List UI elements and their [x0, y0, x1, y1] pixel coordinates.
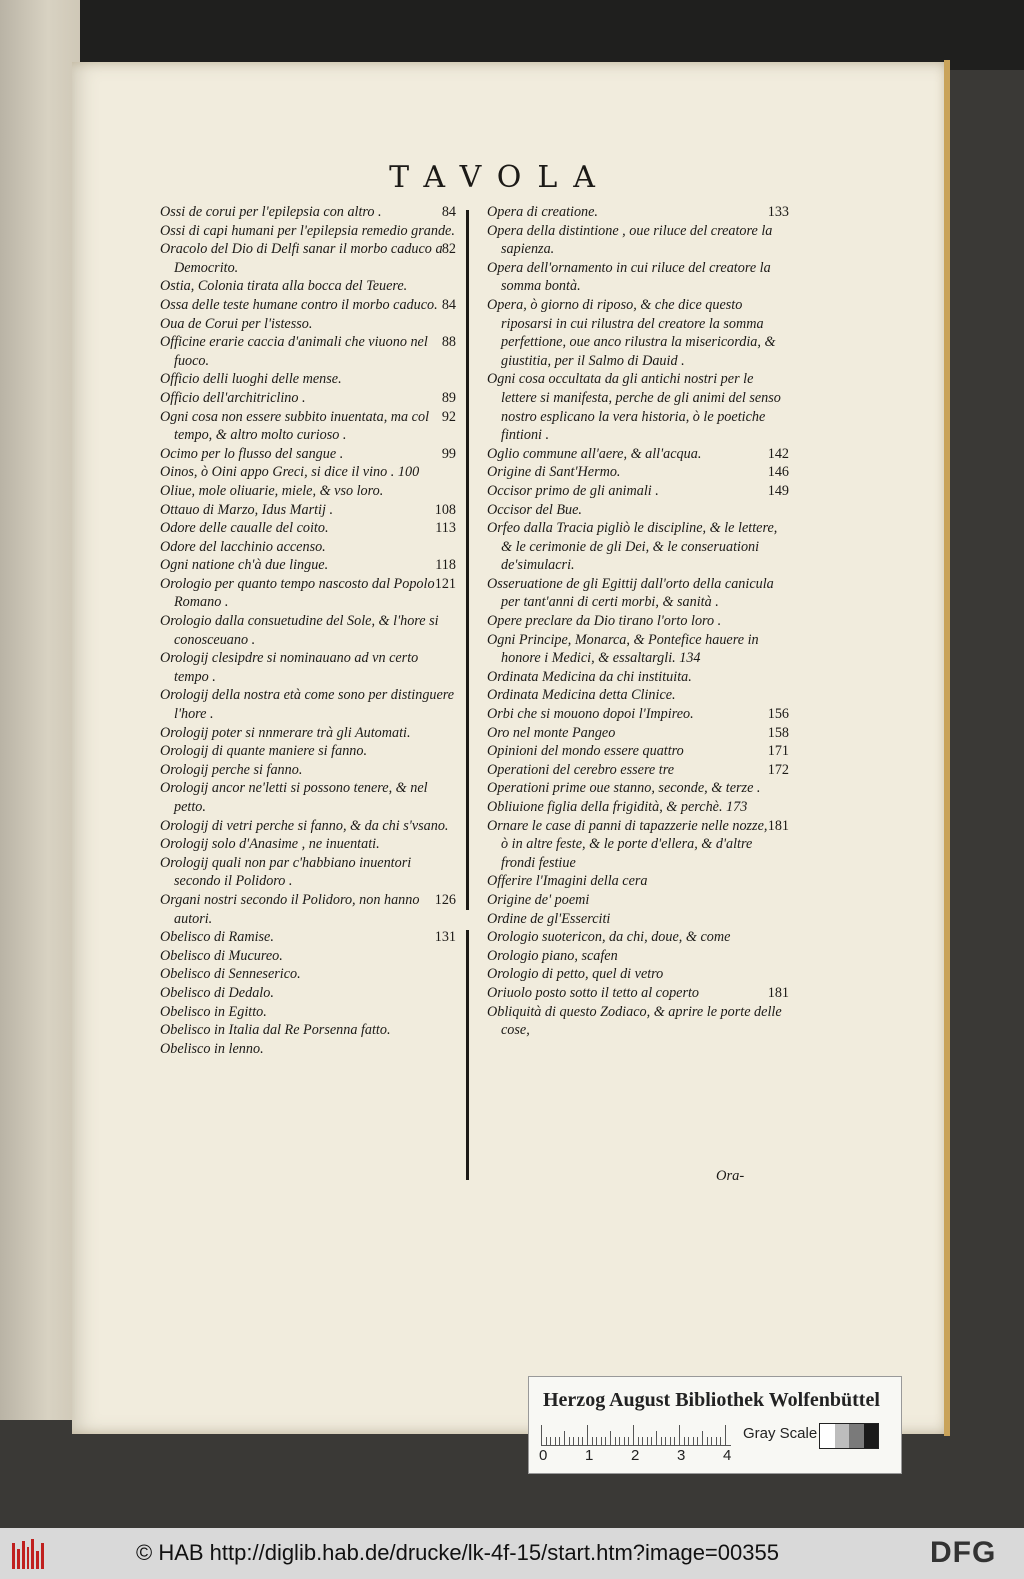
entry-text: Ordinata Medicina detta Clinice. [487, 687, 676, 704]
ruler-tick [661, 1437, 662, 1445]
index-entry [160, 333, 456, 370]
ruler-tick [716, 1437, 717, 1445]
index-entry [487, 203, 789, 222]
index-entry [487, 742, 789, 761]
entry-page-number: 131 [434, 929, 456, 946]
library-name: Herzog August Bibliothek Wolfenbüttel [543, 1389, 880, 1411]
column-rule-upper [466, 210, 469, 910]
entry-text: Ogni cosa non essere subbito inuentata, ma col tempo, & altro molto curioso . [160, 408, 430, 444]
gray-scale-label: Gray Scale [743, 1425, 818, 1442]
index-entry [487, 575, 789, 612]
entry-text: Oglio commune all'aere, & all'acqua. [487, 445, 702, 462]
ruler-tick [601, 1437, 602, 1445]
index-entry [160, 501, 456, 520]
index-entry [160, 445, 456, 464]
index-entry [160, 965, 456, 984]
entry-text: Oriuolo posto sotto il tetto al coperto [487, 984, 700, 1001]
gray-swatch [849, 1424, 864, 1448]
index-entry [487, 222, 789, 259]
ruler-number: 3 [677, 1447, 686, 1464]
ruler-tick [619, 1437, 620, 1445]
index-entry [160, 408, 456, 445]
index-entry [160, 315, 456, 334]
ruler-tick [679, 1425, 680, 1445]
entry-page-number: 171 [767, 743, 789, 760]
entry-text: Orologij ancor ne'letti si possono tenere, & nel petto. [160, 780, 428, 815]
index-column-left [160, 203, 456, 1058]
ruler-tick [707, 1437, 708, 1445]
index-entry [160, 222, 456, 241]
ruler-tick [702, 1431, 703, 1445]
catchword: Ora- [716, 1168, 745, 1184]
ruler-tick [610, 1431, 611, 1445]
ruler-tick [670, 1437, 671, 1445]
index-entry [160, 891, 456, 928]
entry-text: Obelisco di Ramise. [160, 929, 274, 946]
index-entry [487, 761, 789, 780]
ruler-tick [638, 1437, 639, 1445]
index-entry [487, 984, 789, 1003]
ruler-tick [628, 1437, 629, 1445]
entry-page-number: 172 [767, 761, 789, 778]
library-color-chart [528, 1376, 902, 1474]
index-entry [160, 724, 456, 743]
index-entry [487, 928, 789, 947]
entry-text: Orbi che si mouono dopoi l'Impireo. [487, 706, 694, 723]
entry-text: Orologio dalla consuetudine del Sole, & l'hore si conosceuano . [160, 613, 439, 648]
scanner-background [0, 0, 1024, 70]
entry-text: Orologio suotericon, da chi, doue, & come [487, 929, 731, 946]
index-entry [160, 556, 456, 575]
entry-text: Orologij clesipdre si nominauano ad vn certo tempo . [160, 650, 419, 685]
entry-page-number: 113 [435, 520, 456, 537]
ruler-tick [546, 1437, 547, 1445]
entry-text: Ordinata Medicina da chi instituita. [487, 668, 692, 685]
entry-text: Orfeo dalla Tracia pigliò le discipline, & le lettere, & le cerimonie de gli Dei, & le conseruationi de'simulacri. [487, 520, 778, 574]
ruler-tick [720, 1437, 721, 1445]
index-entry [160, 817, 456, 836]
entry-text: Oracolo del Dio di Delfi sanar il morbo caduco a Democrito. [160, 241, 443, 276]
index-entry [487, 947, 789, 966]
gray-scale-bar [819, 1423, 879, 1449]
ruler-tick [656, 1431, 657, 1445]
entry-text: Ornare le case di panni di tapazzerie nelle nozze, ò in altre feste, & le porte d'ellera, & d'altre frondi festiue [487, 817, 768, 871]
entry-text: Opera di creatione. [487, 204, 598, 220]
entry-text: Operationi del cerebro essere tre [487, 761, 675, 778]
entry-text: Opera, ò giorno di riposo, & che dice questo riposarsi in cui rilustra del creatore la somma perfettione, oue anco rilustra la misericordia, & giustitia, per il Salmo di Dauid . [487, 296, 776, 369]
entry-text: Opinioni del mondo essere quattro [487, 743, 684, 760]
entry-text: Orologij perche si fanno. [160, 761, 303, 778]
entry-text: Ostia, Colonia tirata alla bocca del Teuere. [160, 278, 408, 295]
ruler-tick [541, 1425, 542, 1445]
index-entry [160, 370, 456, 389]
entry-text: Osseruatione de gli Egittij dall'orto della canicula per tant'anni di certi morbi, & sanità . [487, 575, 774, 611]
entry-page-number: 84 [441, 204, 456, 220]
index-entry [160, 296, 456, 315]
entry-text: Orologij quali non par c'habbiano inuentori secondo il Polidoro . [160, 854, 412, 890]
index-entry [487, 296, 789, 370]
index-entry [160, 947, 456, 966]
entry-text: Orologij della nostra età come sono per distinguere l'hore . [160, 687, 455, 723]
entry-text: Obliuione figlia della frigidità, & perchè. 173 [487, 799, 748, 815]
column-rule-lower [466, 930, 469, 1180]
index-entry [487, 482, 789, 501]
entry-page-number: 142 [767, 445, 789, 462]
entry-page-number: 118 [435, 557, 456, 574]
previous-page-edge [0, 0, 80, 1420]
entry-text: Obelisco in Egitto. [160, 1003, 267, 1020]
entry-text: Odore delle caualle del coito. [160, 520, 329, 537]
entry-text: Ogni Principe, Monarca, & Pontefice hauere in honore i Medici, & essaltargli. 134 [487, 631, 759, 667]
entry-text: Opera della distintione , oue riluce del creatore la sapienza. [487, 222, 773, 258]
index-entry [160, 1003, 456, 1022]
ruler-tick [573, 1437, 574, 1445]
entry-page-number: 99 [441, 445, 456, 462]
index-entry [160, 984, 456, 1003]
ruler-tick [651, 1437, 652, 1445]
entry-page-number: 149 [767, 482, 789, 499]
hab-logo-icon [12, 1539, 44, 1569]
ruler-tick [559, 1437, 560, 1445]
ruler-tick [693, 1437, 694, 1445]
entry-text: Occisor primo de gli animali . [487, 482, 659, 499]
entry-page-number: 158 [767, 724, 789, 741]
entry-page-number: 84 [441, 296, 456, 313]
gray-swatch [820, 1424, 835, 1448]
index-entry [160, 1021, 456, 1040]
ruler-tick [725, 1425, 726, 1445]
entry-page-number: 181 [767, 984, 789, 1001]
index-entry [487, 724, 789, 743]
index-entry [487, 798, 789, 817]
index-entry [487, 370, 789, 444]
index-entry [160, 761, 456, 780]
entry-text: Officine erarie caccia d'animali che viuono nel fuoco. [160, 334, 428, 369]
ruler-tick [555, 1437, 556, 1445]
ruler-tick [569, 1437, 570, 1445]
entry-text: Orologij di vetri perche si fanno, & da chi s'vsano. [160, 817, 449, 834]
ruler-tick [578, 1437, 579, 1445]
entry-text: Orologij poter si nnmerare trà gli Automati. [160, 724, 411, 741]
ruler-number: 2 [631, 1447, 640, 1464]
entry-text: Ossa delle teste humane contro il morbo caduco. [160, 296, 438, 313]
ruler-tick [615, 1437, 616, 1445]
index-entry [160, 519, 456, 538]
footer-bar [0, 1528, 1024, 1579]
entry-text: Orologio piano, scafen [487, 947, 618, 964]
index-entry [487, 668, 789, 687]
entry-page-number: 146 [767, 464, 789, 481]
index-entry [160, 389, 456, 408]
entry-text: Origine di Sant'Hermo. [487, 464, 621, 481]
ruler-tick [665, 1437, 666, 1445]
entry-page-number: 92 [441, 408, 456, 425]
index-entry [160, 463, 456, 482]
ruler-tick [582, 1437, 583, 1445]
entry-page-number: 156 [767, 706, 789, 723]
scale-ruler [541, 1419, 731, 1446]
index-entry [160, 612, 456, 649]
index-entry [160, 575, 456, 612]
index-entry [160, 742, 456, 761]
index-entry [487, 612, 789, 631]
index-entry [487, 1003, 789, 1040]
ruler-tick [624, 1437, 625, 1445]
entry-page-number: 126 [434, 891, 456, 908]
entry-text: Orologij solo d'Anasime , ne inuentati. [160, 836, 380, 853]
ruler-number: 0 [539, 1447, 548, 1464]
entry-text: Odore del lacchinio accenso. [160, 538, 326, 555]
entry-text: Orologij di quante maniere si fanno. [160, 743, 368, 760]
ruler-tick [711, 1437, 712, 1445]
index-entry [487, 259, 789, 296]
index-entry [160, 538, 456, 557]
index-entry [487, 872, 789, 891]
index-entry [487, 519, 789, 575]
ruler-tick [633, 1425, 634, 1445]
index-entry [160, 1040, 456, 1059]
entry-text: Ossi de corui per l'epilepsia con altro . [160, 204, 382, 220]
ruler-tick [697, 1437, 698, 1445]
index-entry [487, 965, 789, 984]
entry-page-number: 121 [434, 575, 456, 592]
index-entry [487, 910, 789, 929]
footer-copyright-link[interactable]: © HAB http://diglib.hab.de/drucke/lk-4f-15/start.htm?image=00355 [136, 1540, 779, 1565]
index-entry [487, 779, 789, 798]
entry-text: Opera dell'ornamento in cui riluce del creatore la somma bontà. [487, 259, 771, 295]
entry-text: Obelisco in lenno. [160, 1040, 264, 1057]
ruler-tick [564, 1431, 565, 1445]
index-entry [487, 891, 789, 910]
page-edge [944, 60, 950, 1436]
entry-text: Organi nostri secondo il Polidoro, non hanno autori. [160, 891, 420, 927]
entry-text: Obliquità di questo Zodiaco, & aprire le porte delle cose, [487, 1003, 782, 1039]
index-entry [487, 817, 789, 873]
entry-text: Oinos, ò Oini appo Greci, si dice il vino . 100 [160, 464, 420, 481]
index-entry [487, 686, 789, 705]
ruler-tick [592, 1437, 593, 1445]
index-entry [487, 445, 789, 464]
ruler-tick [550, 1437, 551, 1445]
entry-text: Orologio per quanto tempo nascosto dal Popolo Romano . [160, 575, 435, 611]
entry-text: Oro nel monte Pangeo [487, 724, 616, 741]
entry-text: Obelisco di Mucureo. [160, 947, 283, 964]
index-entry [160, 649, 456, 686]
index-entry [160, 203, 456, 222]
entry-page-number: 181 [767, 817, 789, 834]
entry-text: Officio delli luoghi delle mense. [160, 371, 342, 388]
ruler-tick [674, 1437, 675, 1445]
index-entry [160, 686, 456, 723]
entry-text: Oua de Corui per l'istesso. [160, 315, 313, 332]
gray-swatch [835, 1424, 850, 1448]
index-entry [487, 501, 789, 520]
entry-text: Oliue, mole oliuarie, miele, & vso loro. [160, 482, 384, 499]
index-entry [160, 835, 456, 854]
entry-text: Orologio di petto, quel di vetro [487, 966, 664, 983]
dfg-logo: DFG [930, 1536, 997, 1569]
entry-text: Offerire l'Imagini della cera [487, 873, 648, 890]
index-entry [160, 854, 456, 891]
index-entry [160, 482, 456, 501]
entry-text: Officio dell'architriclino . [160, 389, 306, 406]
ruler-tick [605, 1437, 606, 1445]
entry-text: Operationi prime oue stanno, seconde, & terze . [487, 780, 761, 797]
ruler-number: 4 [723, 1447, 732, 1464]
entry-text: Ottauo di Marzo, Idus Martij . [160, 501, 334, 518]
gray-swatch [864, 1424, 879, 1448]
entry-page-number: 133 [767, 204, 789, 220]
ruler-tick [587, 1425, 588, 1445]
ruler-tick [647, 1437, 648, 1445]
entry-text: Ossi di capi humani per l'epilepsia remedio grande. [160, 222, 455, 239]
entry-text: Ogni natione ch'à due lingue. [160, 557, 329, 574]
index-entry [487, 463, 789, 482]
ruler-number: 1 [585, 1447, 594, 1464]
index-entry [160, 277, 456, 296]
entry-text: Ocimo per lo flusso del sangue . [160, 445, 344, 462]
entry-page-number: 108 [434, 501, 456, 518]
index-column-right [487, 203, 789, 1040]
entry-text: Origine de' poemi [487, 891, 590, 908]
index-entry [160, 779, 456, 816]
index-entry [487, 705, 789, 724]
index-entry [487, 631, 789, 668]
entry-text: Opere preclare da Dio tirano l'orto loro . [487, 613, 722, 630]
entry-page-number: 82 [441, 241, 456, 258]
ruler-tick [642, 1437, 643, 1445]
page-title: TAVOLA [389, 160, 611, 195]
index-entry [160, 240, 456, 277]
entry-text: Obelisco in Italia dal Re Porsenna fatto. [160, 1022, 391, 1039]
entry-text: Ordine de gl'Esserciti [487, 910, 611, 927]
entry-page-number: 89 [441, 389, 456, 406]
entry-text: Obelisco di Dedalo. [160, 984, 274, 1001]
entry-text: Obelisco di Senneserico. [160, 966, 301, 983]
ruler-tick [688, 1437, 689, 1445]
index-entry [160, 928, 456, 947]
entry-text: Ogni cosa occultata da gli antichi nostri per le lettere si manifesta, perche de gli animi del senso nostro esplicano la vera historia, ò le poetiche fintioni . [487, 371, 781, 444]
entry-page-number: 88 [441, 334, 456, 351]
ruler-tick [684, 1437, 685, 1445]
entry-text: Occisor del Bue. [487, 501, 582, 518]
ruler-tick [596, 1437, 597, 1445]
